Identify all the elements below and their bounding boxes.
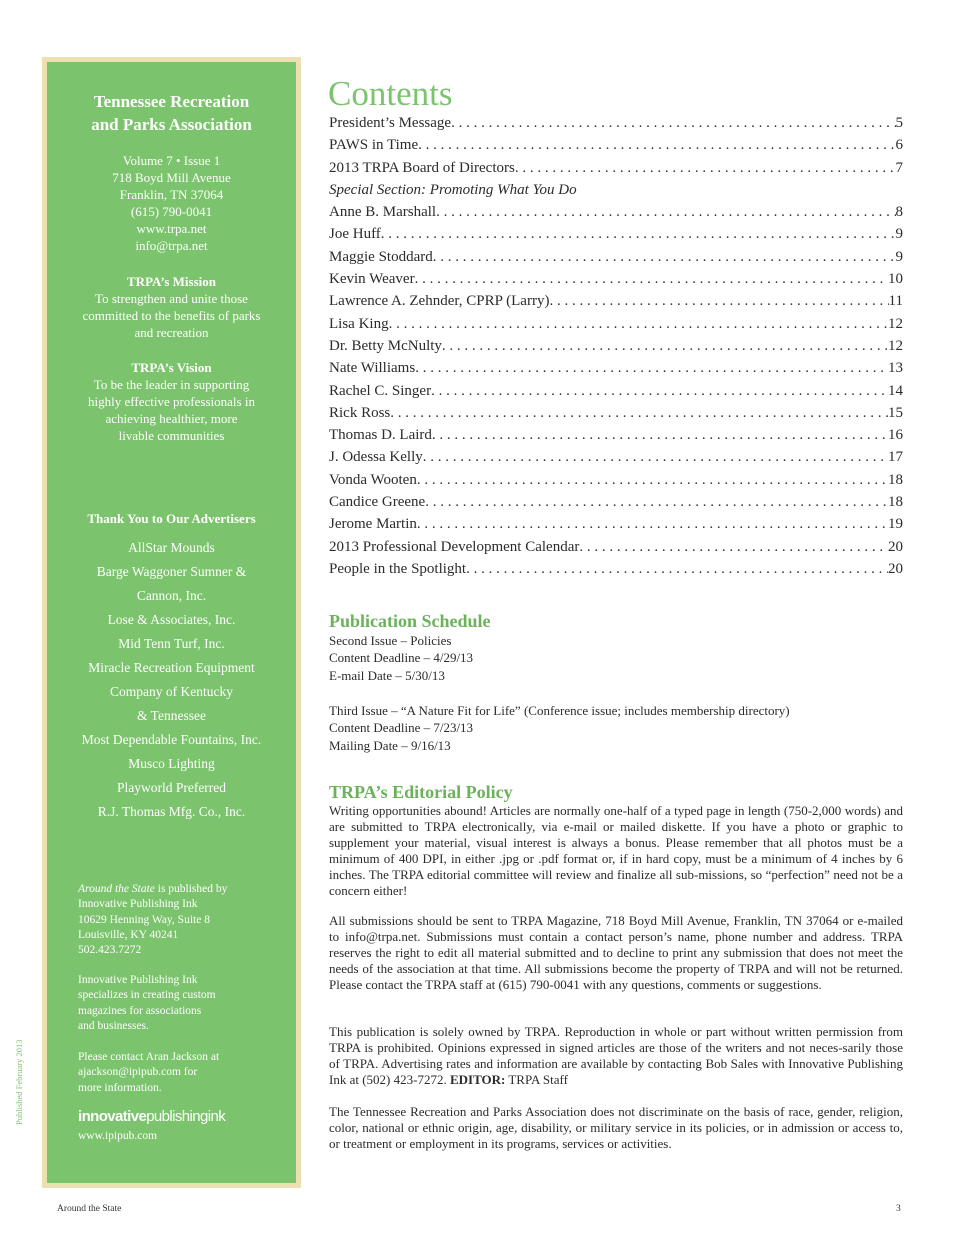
org-name-line-2: and Parks Association	[91, 115, 252, 134]
toc-leader-dots	[418, 134, 895, 156]
toc-entry[interactable]	[329, 424, 903, 446]
contact-line: more information.	[78, 1081, 162, 1094]
toc-entry[interactable]	[329, 268, 903, 290]
policy-paragraph-4: The Tennessee Recreation and Parks Association does not discriminate on the basis of race, gender, religion, color, national or ethnic origin, age, disability, or military service in its policies, or in admission or access to, or treatment or employment in its programs, services or activities.	[329, 1104, 903, 1151]
toc-entry[interactable]	[329, 558, 903, 580]
phone: (615) 790-0041	[130, 204, 213, 219]
advertiser-item: Playworld Preferred	[116, 780, 227, 795]
publisher-contact	[78, 1050, 288, 1096]
publisher-block	[78, 882, 288, 958]
toc-entry-page: 5	[895, 115, 903, 131]
toc-entry[interactable]	[329, 357, 903, 379]
toc-entry-page: 20	[888, 538, 903, 555]
toc-entry-page: 9	[895, 248, 903, 265]
toc-leader-dots	[451, 112, 895, 134]
toc-entry-page: 20	[888, 560, 903, 577]
about-line: and businesses.	[78, 1019, 149, 1032]
toc-entry-label: Maggie Stoddard	[329, 248, 433, 265]
logo-rest-text: publishingink	[146, 1108, 226, 1125]
toc-entry-label: Candice Greene	[329, 494, 426, 511]
advertiser-item: Musco Lighting	[128, 756, 215, 771]
advertisers-list	[47, 536, 296, 824]
advertiser-item: Cannon, Inc.	[136, 588, 207, 603]
advertiser-item: & Tennessee	[137, 708, 206, 723]
toc-entry-page: 10	[888, 271, 903, 288]
toc-leader-dots	[431, 380, 888, 402]
toc-entry-page: 15	[888, 404, 903, 421]
toc-entry-label: Dr. Betty McNulty	[329, 337, 442, 354]
toc-entry-page: 19	[888, 516, 903, 533]
publisher-line: 502.423.7272	[78, 944, 142, 957]
toc-entry-label: Kevin Weaver	[329, 271, 415, 288]
toc-entry-label: Lawrence A. Zehnder, CPRP (Larry)	[329, 293, 550, 310]
toc-leader-dots	[442, 335, 888, 357]
magazine-name: Around the State	[78, 883, 155, 895]
toc-leader-dots	[417, 469, 888, 491]
toc-leader-dots	[381, 223, 896, 245]
toc-leader-dots	[415, 357, 888, 379]
toc-entry[interactable]	[329, 112, 903, 134]
toc-entry[interactable]	[329, 246, 903, 268]
toc-entry-page: 18	[888, 494, 903, 511]
toc-entry-page: 11	[888, 293, 903, 310]
toc-entry[interactable]	[329, 469, 903, 491]
vision-line: livable communities	[118, 428, 225, 443]
advertiser-item: AllStar Mounds	[128, 540, 215, 555]
footer-publication-name: Around the State	[57, 1204, 122, 1214]
toc-leader-dots	[432, 424, 888, 446]
toc-leader-dots	[423, 446, 888, 468]
toc-leader-dots	[579, 536, 888, 558]
about-line: specializes in creating custom	[78, 989, 216, 1002]
schedule-line: E-mail Date – 5/30/13	[329, 667, 445, 683]
toc-entry-label: Lisa King	[329, 315, 389, 332]
org-name-line-1: Tennessee Recreation	[93, 92, 250, 111]
toc-leader-dots	[415, 268, 888, 290]
toc-leader-dots	[549, 290, 888, 312]
vision-heading: TRPA’s Vision	[131, 360, 212, 375]
publisher-line: 10629 Henning Way, Suite 8	[78, 913, 210, 926]
editor-value: TRPA Staff	[505, 1072, 568, 1087]
toc-leader-dots	[390, 402, 888, 424]
vision-line: highly effective professionals in	[88, 394, 255, 409]
toc-entry[interactable]	[329, 313, 903, 335]
toc-entry-page: 8	[895, 204, 903, 221]
second-issue-block	[329, 632, 903, 684]
toc-entry-page: 17	[888, 449, 903, 466]
footer-page-number: 3	[896, 1204, 901, 1214]
toc-leader-dots	[389, 313, 888, 335]
issue-info: Volume 7 • Issue 1	[122, 153, 221, 168]
publisher-website-link[interactable]: www.ipipub.com	[78, 1130, 158, 1142]
toc-entry-page: 18	[888, 471, 903, 488]
toc-entry[interactable]	[329, 335, 903, 357]
toc-leader-dots	[515, 157, 896, 179]
toc-entry-label: Thomas D. Laird	[329, 427, 432, 444]
toc-entry-label: Vonda Wooten	[329, 471, 417, 488]
toc-entry-label: Jerome Martin	[329, 516, 417, 533]
schedule-line: Content Deadline – 7/23/13	[329, 720, 474, 736]
vision-line: To be the leader in supporting	[93, 377, 250, 392]
sidebar-panel	[42, 57, 301, 1188]
toc-entry-label: Nate Williams	[329, 360, 416, 377]
schedule-line: Mailing Date – 9/16/13	[329, 737, 451, 753]
mission-line: committed to the benefits of parks	[82, 308, 261, 323]
toc-entry[interactable]	[329, 446, 903, 468]
logo-bold-text: innovative	[78, 1108, 147, 1125]
toc-entry-label: People in the Spotlight	[329, 560, 467, 577]
toc-leader-dots	[436, 201, 895, 223]
toc-entry-page: 7	[895, 159, 903, 176]
toc-entry[interactable]	[329, 380, 903, 402]
toc-entry[interactable]	[329, 223, 903, 245]
contact-block	[47, 152, 296, 254]
vision-text	[47, 376, 296, 444]
toc-entry-label: Rick Ross	[329, 404, 391, 421]
schedule-line: Content Deadline – 4/29/13	[329, 650, 474, 666]
advertiser-item: R.J. Thomas Mfg. Co., Inc.	[97, 804, 246, 819]
toc-entry[interactable]	[329, 491, 903, 513]
published-date-note: Published February 2013	[14, 1039, 24, 1125]
toc-entry-page: 13	[888, 360, 903, 377]
contact-line[interactable]: ajackson@ipipub.com for	[78, 1066, 198, 1079]
toc-entry-label: 2013 Professional Development Calendar	[329, 538, 580, 555]
toc-entry[interactable]	[329, 290, 903, 312]
toc-entry[interactable]	[329, 179, 903, 201]
toc-entry-page: 14	[888, 382, 903, 399]
advertiser-item: Lose & Associates, Inc.	[107, 612, 236, 627]
toc-entry-label: Anne B. Marshall	[329, 204, 437, 221]
editor-label: EDITOR:	[449, 1072, 506, 1087]
toc-entry-label: PAWS in Time	[329, 137, 419, 154]
publisher-about	[78, 973, 288, 1034]
toc-entry[interactable]	[329, 201, 903, 223]
policy-paragraph-2: All submissions should be sent to TRPA Magazine, 718 Boyd Mill Avenue, Franklin, TN 37064 or e-mailed to info@trpa.net. Submissions must contain a contact person’s name, phone number and address. TRPA reserves the right to edit all material submitted and to decline to print any submission that does not meet the needs of the association at that time. All submissions become the property of TRPA and will not be returned. Please contact the TRPA staff at (615) 790-0041 with any questions, comments or suggestions.	[329, 913, 903, 992]
toc-entry[interactable]	[329, 402, 903, 424]
mission-line: and recreation	[134, 325, 209, 340]
toc-entry-page: 9	[895, 226, 903, 243]
mission-line: To strengthen and unite those	[95, 291, 248, 306]
toc-leader-dots	[425, 491, 888, 513]
publisher-intro: is published by	[154, 883, 228, 895]
toc-entry-label: 2013 TRPA Board of Directors	[329, 159, 515, 176]
publisher-line: Louisville, KY 40241	[78, 928, 179, 941]
editorial-policy-heading: TRPA’s Editorial Policy	[329, 782, 513, 802]
vision-line: achieving healthier, more	[105, 411, 238, 426]
toc-entry[interactable]	[329, 536, 903, 558]
ownership-text: This publication is solely owned by TRPA. Reproduction in whole or part without written permission from TRPA is prohibited. Opinions expressed in signed articles are those of the writers and not neces-sarily those of TRPA. Advertising rates and information are available by contacting Bob Sales with Innovative Publishing Ink at (502) 423-7272.	[329, 1024, 903, 1087]
website-link[interactable]: www.trpa.net	[136, 221, 207, 236]
toc-entry-label: Special Section: Promoting What You Do	[329, 181, 577, 198]
toc-entry-label: Joe Huff	[329, 226, 381, 243]
address-street: 718 Boyd Mill Avenue	[112, 170, 231, 185]
toc-leader-dots	[466, 558, 888, 580]
policy-paragraph-3	[329, 1024, 903, 1088]
advertiser-item: Miracle Recreation Equipment	[88, 660, 255, 675]
toc-entry[interactable]	[329, 157, 903, 179]
toc-entry-label: J. Odessa Kelly	[329, 449, 423, 466]
toc-leader-dots	[417, 513, 888, 535]
toc-entry-page: 6	[895, 137, 903, 154]
advertiser-item: Most Dependable Fountains, Inc.	[81, 732, 262, 747]
address-city: Franklin, TN 37064	[119, 187, 224, 202]
publisher-logo	[78, 1108, 225, 1125]
toc-entry[interactable]	[329, 134, 903, 156]
toc-entry-page: 12	[888, 337, 903, 354]
advertiser-item: Mid Tenn Turf, Inc.	[118, 636, 225, 651]
schedule-line: Second Issue – Policies	[329, 633, 452, 648]
policy-paragraph-1: Writing opportunities abound! Articles are normally one-half of a typed page in length (750-2,000 words) and are submitted to TRPA electronically, via e-mail or mailed diskette. If you have a photo or graphic to supplement your material, visual interest is always a bonus. Please remember that all photos must be a minimum of 400 DPI, in either .jpg or .pdf format or, if in hard copy, must be a minimum of 4 inches by 6 inches. The TRPA editorial committee will review and finalize all sub-missions, so “perfection” need not be a concern either!	[329, 803, 903, 898]
about-line: Innovative Publishing Ink	[78, 974, 198, 986]
third-issue-block	[329, 702, 903, 754]
schedule-line: Third Issue – “A Nature Fit for Life” (Conference issue; includes membership directory)	[329, 703, 790, 718]
advertiser-item: Company of Kentucky	[110, 684, 233, 699]
advertisers-heading: Thank You to Our Advertisers	[87, 511, 256, 526]
table-of-contents	[329, 112, 903, 580]
about-line: magazines for associations	[78, 1004, 202, 1017]
toc-entry-label: Rachel C. Singer	[329, 382, 432, 399]
advertiser-item: Barge Waggoner Sumner &	[96, 564, 247, 579]
contact-line: Please contact Aran Jackson at	[78, 1051, 220, 1063]
toc-entry-label: President’s Message	[329, 115, 452, 131]
email-link[interactable]: info@trpa.net	[135, 238, 208, 253]
toc-leader-dots	[433, 246, 896, 268]
schedule-heading: Publication Schedule	[329, 611, 491, 631]
publisher-line: Innovative Publishing Ink	[78, 898, 198, 911]
contents-title: Contents	[328, 74, 453, 113]
toc-entry[interactable]	[329, 513, 903, 535]
mission-heading: TRPA’s Mission	[127, 274, 216, 289]
toc-entry-page: 12	[888, 315, 903, 332]
mission-text	[47, 290, 296, 341]
toc-entry-page: 16	[888, 427, 903, 444]
